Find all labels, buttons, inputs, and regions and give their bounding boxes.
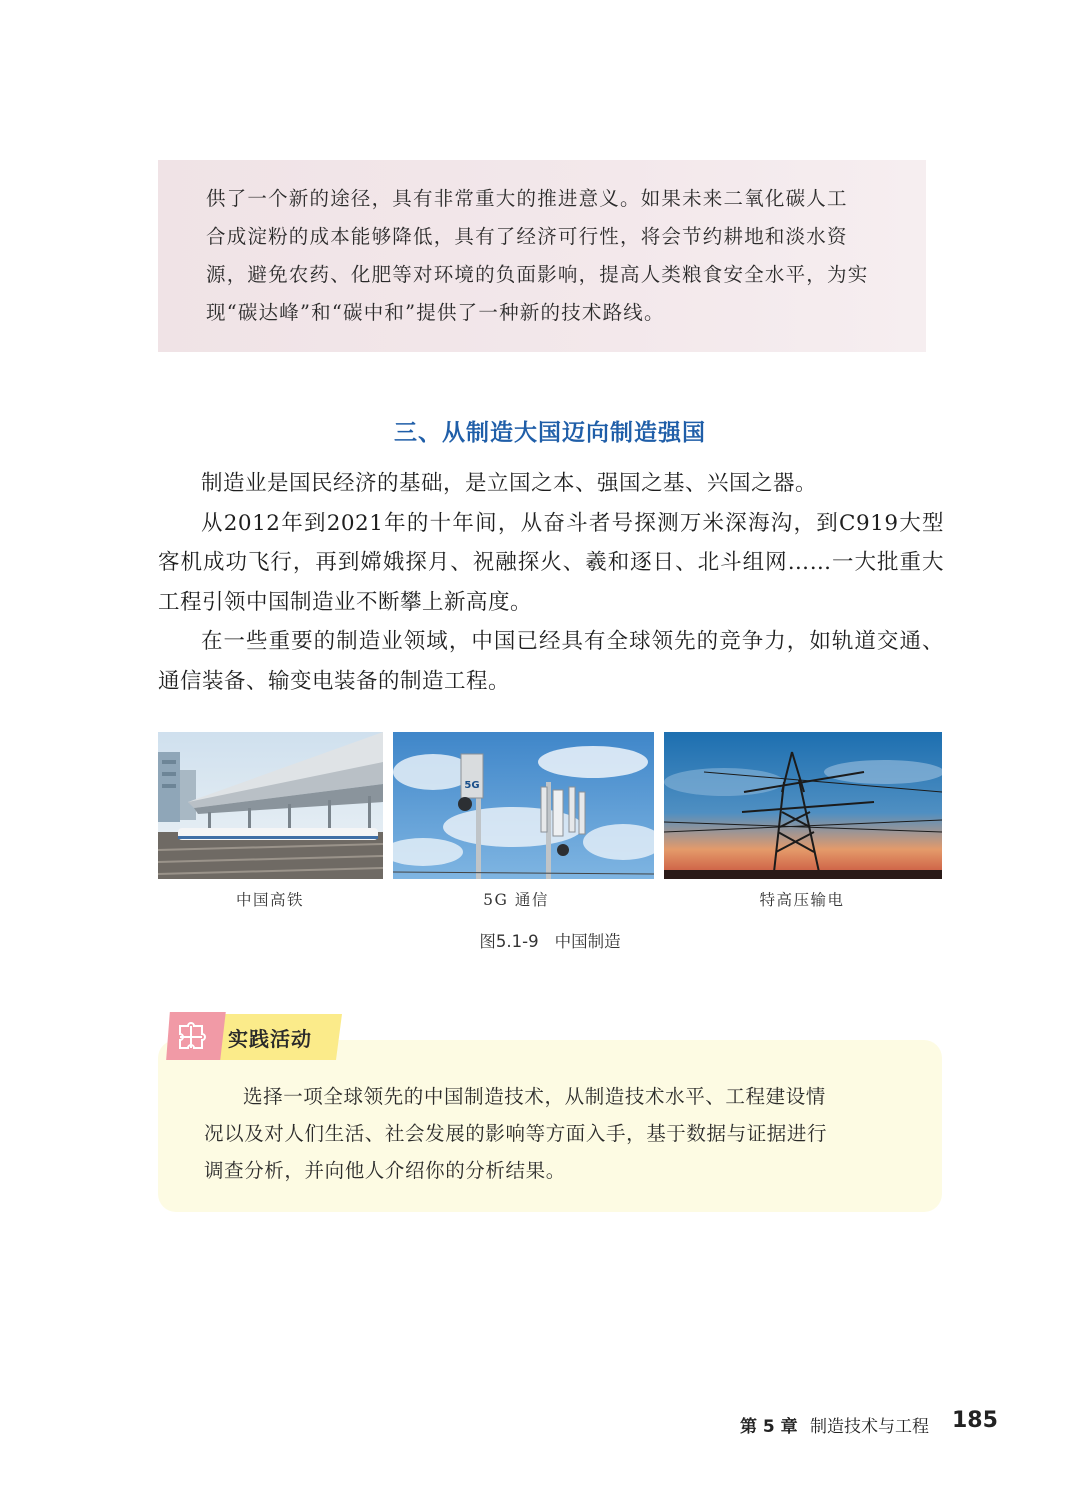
activity-label-text: 实践活动 [228, 1027, 312, 1051]
5g-tower-photo [393, 732, 654, 879]
photo-caption: 5G 通信 [483, 891, 549, 909]
paragraph: 在一些重要的制造业领域，中国已经具有全球领先的竞争力，如轨道交通、通信装备、输变电装备的制造工程。 [158, 629, 944, 694]
quote-line: 现“碳达峰”和“碳中和”提供了一种新的技术路线。 [206, 301, 665, 324]
figure-caption [0, 928, 1082, 952]
power-tower-photo [664, 732, 942, 879]
paragraph: 从2012年到2021年的十年间，从奋斗者号探测万米深海沟，到C919大型客机成功飞行，再到嫦娥探月、祝融探火、羲和逐日、北斗组网……一大批重大工程引领中国制造业不断攀上新高度。 [158, 510, 944, 615]
activity-line: 选择一项全球领先的中国制造技术，从制造技术水平、工程建设情 [243, 1085, 826, 1108]
figure-number: 图5.1-9 [479, 932, 539, 951]
quote-line: 供了一个新的途径，具有非常重大的推进意义。如果未来二氧化碳人工 [206, 187, 848, 210]
page-number: 185 [952, 1408, 998, 1433]
activity-box [158, 1040, 942, 1212]
photo-caption: 中国高铁 [235, 891, 304, 909]
high-speed-rail-photo [158, 732, 383, 879]
quote-box [158, 160, 926, 352]
photo-caption: 特高压输电 [759, 891, 845, 909]
paragraph: 制造业是国民经济的基础，是立国之本、强国之基、兴国之器。 [201, 471, 818, 496]
chapter-number: 第 5 章 [740, 1417, 798, 1437]
5g-sign-text: 5G [464, 780, 480, 791]
chapter-title: 制造技术与工程 [810, 1417, 929, 1437]
activity-line: 调查分析，并向他人介绍你的分析结果。 [204, 1159, 566, 1182]
quote-line: 合成淀粉的成本能够降低，具有了经济可行性，将会节约耕地和淡水资 [206, 225, 848, 248]
figure-title: 中国制造 [554, 932, 621, 951]
section-title: 三、从制造大国迈向制造强国 [394, 420, 706, 446]
body-text [158, 464, 944, 701]
activity-label [166, 1012, 342, 1060]
activity-line: 况以及对人们生活、社会发展的影响等方面入手，基于数据与证据进行 [204, 1122, 828, 1145]
quote-line: 源，避免农药、化肥等对环境的负面影响，提高人类粮食安全水平，为实 [206, 263, 869, 286]
